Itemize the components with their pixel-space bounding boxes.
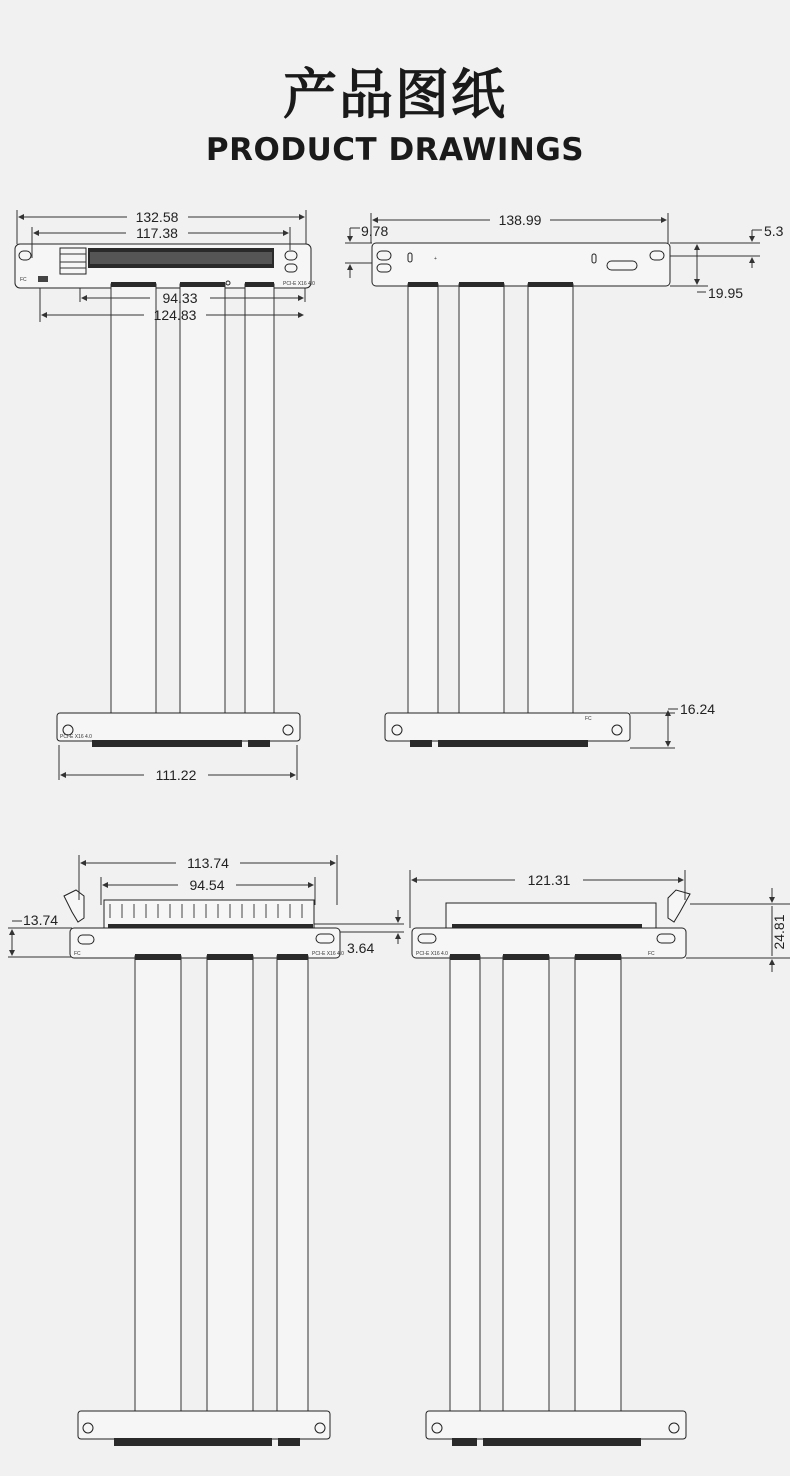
- page-title-cn: 产品图纸: [283, 63, 507, 126]
- bottom-board: [78, 1411, 330, 1439]
- ribbon-cables: [135, 954, 308, 1417]
- dim-label: 19.95: [708, 285, 744, 301]
- bottom-board-label: PCI-E X16 4.0: [60, 734, 92, 740]
- bottom-board: [385, 713, 630, 741]
- dim-label: 9.78: [361, 223, 389, 239]
- pcie-slot-housing: [104, 900, 314, 928]
- view-top-left: [15, 209, 315, 783]
- dim-label: 138.99: [498, 212, 542, 228]
- svg-text:FC: FC: [74, 951, 81, 957]
- dim-label: 111.22: [155, 767, 197, 783]
- dim-label: 132.58: [135, 209, 179, 225]
- ribbon-cables: [450, 954, 621, 1417]
- dim-label: 121.31: [527, 872, 571, 888]
- pcie-slot-pins: [90, 252, 272, 264]
- bottom-board: [57, 713, 300, 741]
- board-label: PCI-E X16 4.0: [416, 951, 448, 957]
- dim-label: 117.38: [136, 225, 178, 241]
- dim-label: 113.74: [187, 855, 229, 871]
- dim-label: 5.3: [764, 223, 784, 239]
- dim-label: 3.64: [347, 940, 375, 956]
- ribbon-cables: [408, 282, 573, 719]
- weee-mark: [38, 276, 48, 282]
- dim-label: 94.54: [189, 877, 225, 893]
- gold-finger: [92, 740, 242, 747]
- ribbon-cables: [111, 282, 274, 719]
- svg-text:FC: FC: [585, 716, 592, 722]
- board-label: PCI-E X16 4.0: [312, 951, 344, 957]
- retention-clip: [64, 890, 84, 922]
- bracket-bottom-right: [412, 928, 686, 958]
- fcc-mark: FC: [20, 277, 27, 283]
- view-bottom-left: [8, 855, 404, 1446]
- board-label: PCI-E X16 4.0: [283, 281, 315, 287]
- dim-label: 94.33: [162, 290, 198, 306]
- dim-label: 24.81: [771, 914, 787, 950]
- svg-text:FC: FC: [648, 951, 655, 957]
- bracket-bottom-left: [70, 928, 340, 958]
- dim-label: 16.24: [680, 701, 716, 717]
- bracket-top-right: [372, 243, 670, 286]
- dim-label: 13.74: [23, 912, 59, 928]
- view-bottom-right: [410, 870, 790, 1446]
- page-title-en: PRODUCT DRAWINGS: [205, 132, 585, 168]
- svg-text:+: +: [434, 256, 437, 262]
- view-top-right: [345, 212, 784, 748]
- dim-label: 124.83: [153, 307, 197, 323]
- bottom-board: [426, 1411, 686, 1439]
- retention-clip: [668, 890, 690, 922]
